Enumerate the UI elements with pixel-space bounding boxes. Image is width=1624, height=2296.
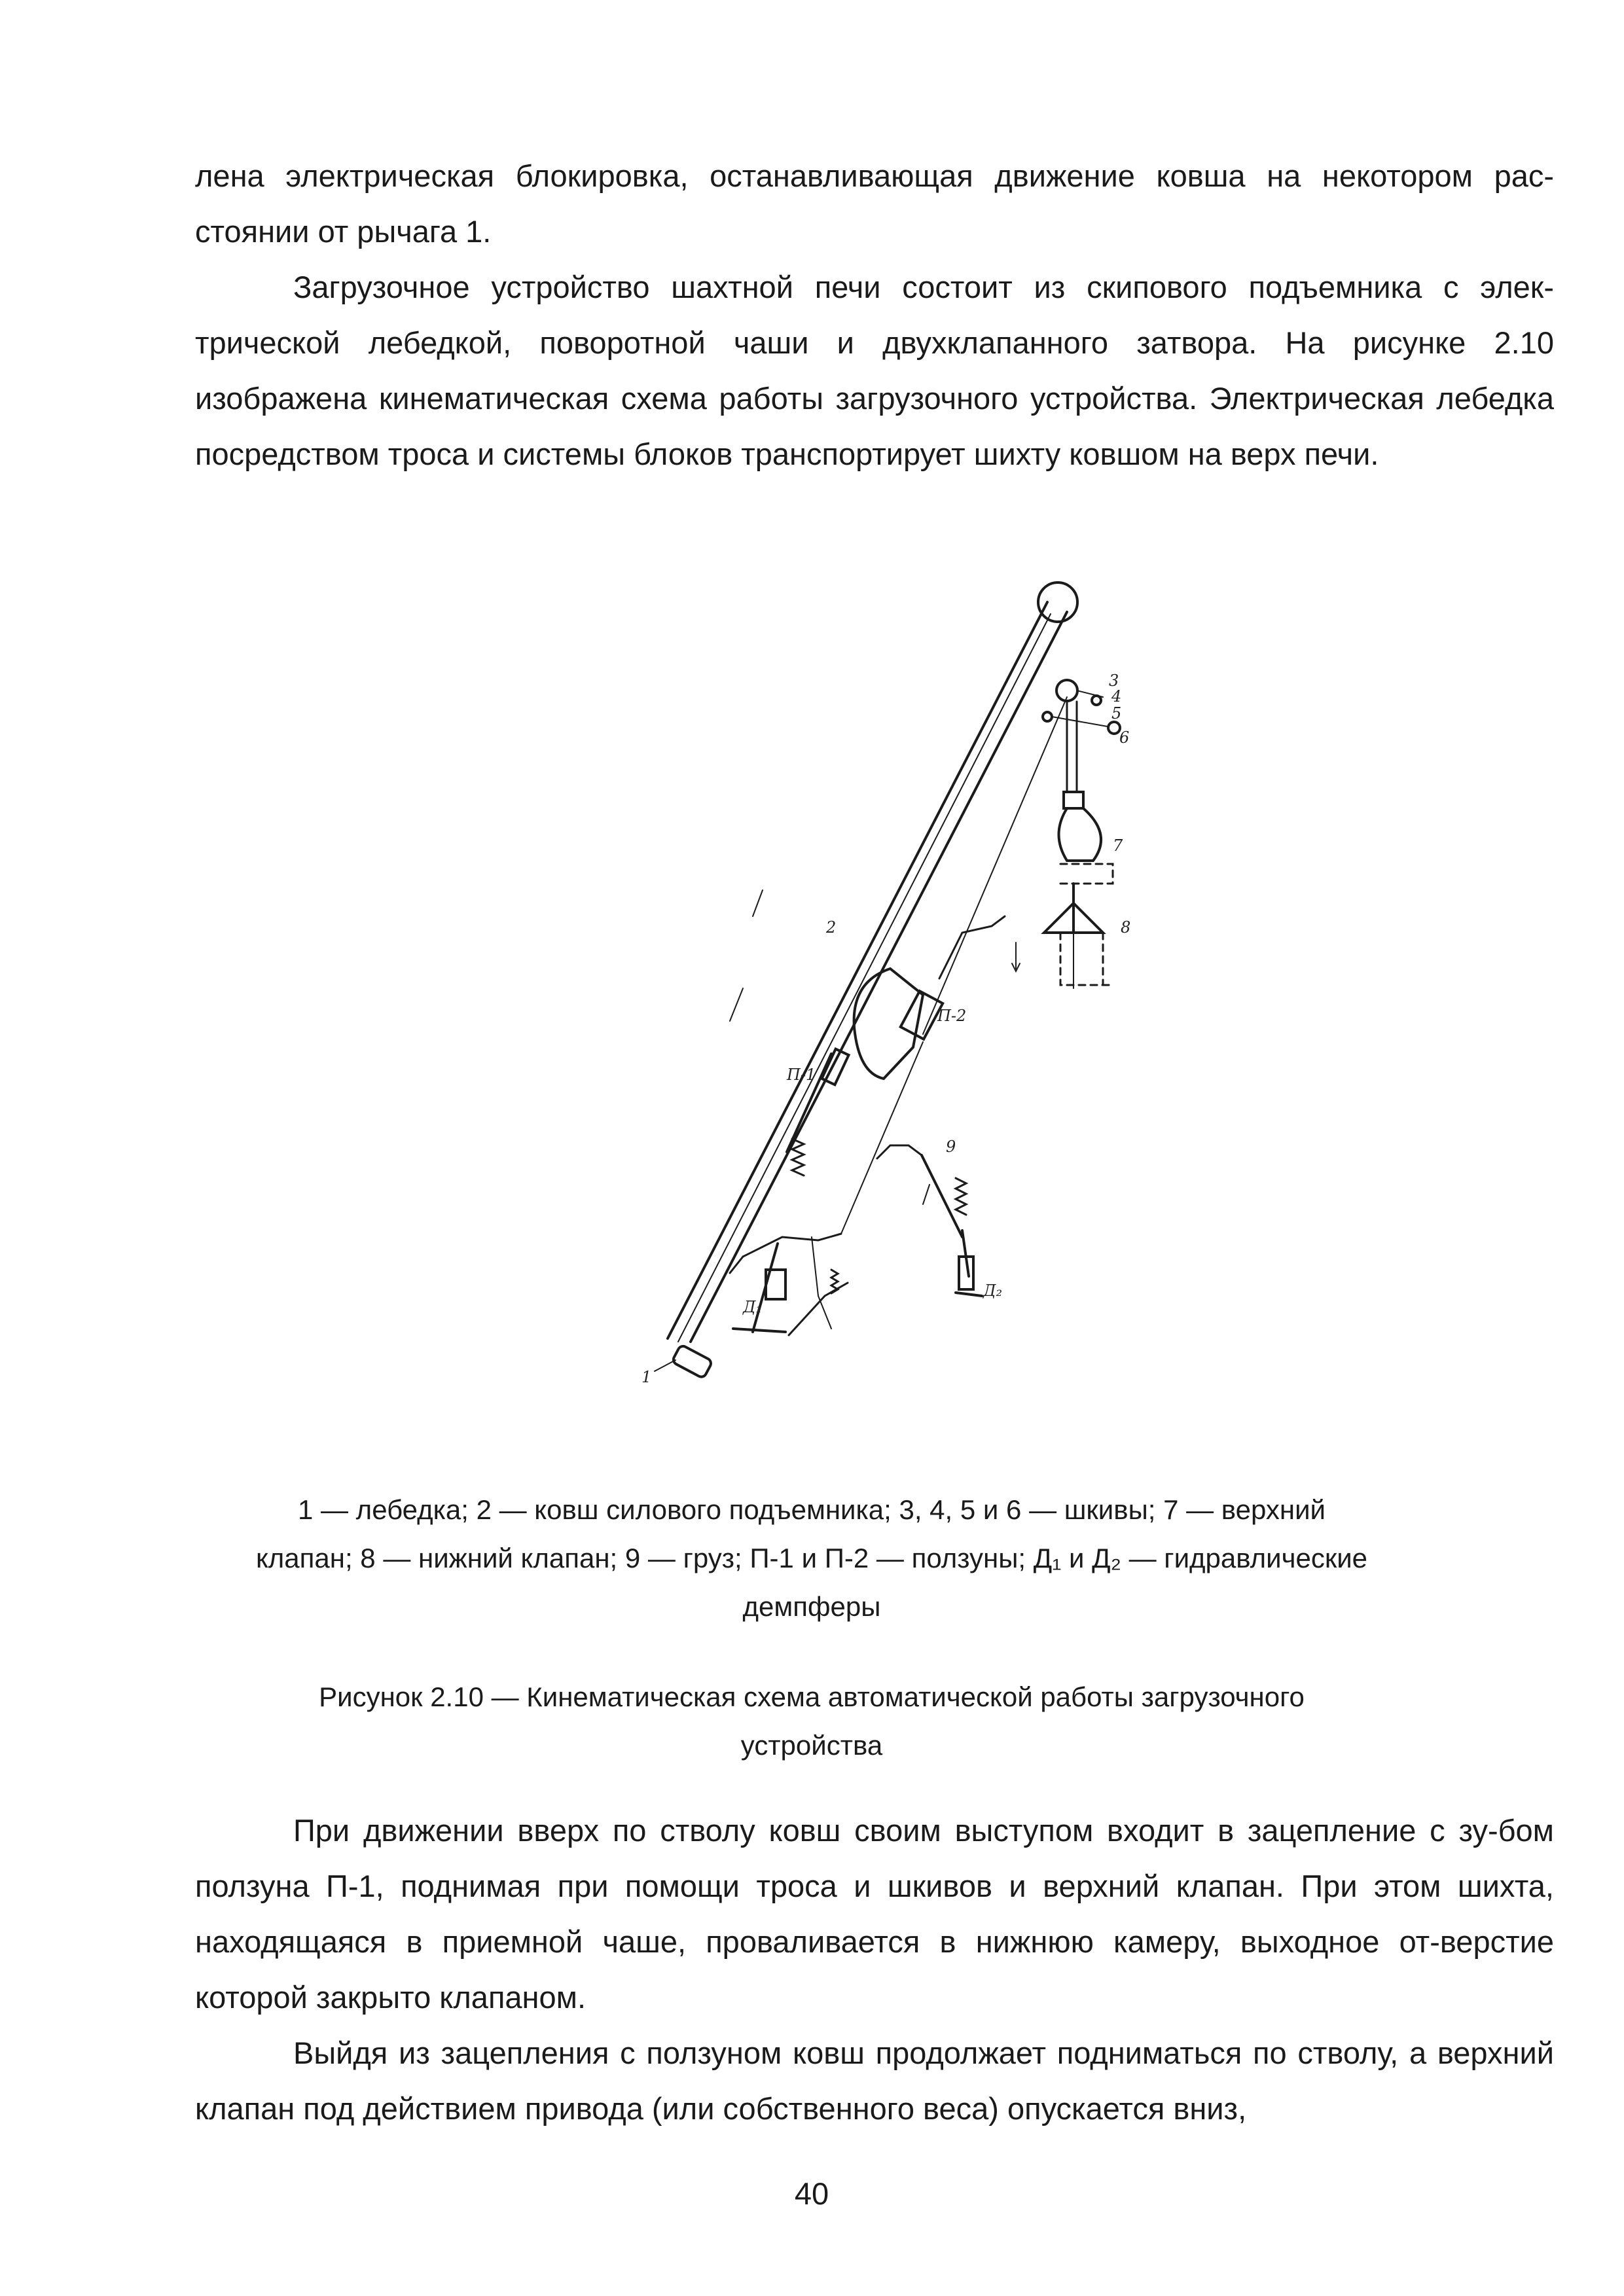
pulley-6-icon bbox=[1108, 722, 1120, 734]
bridge-rail-left bbox=[668, 602, 1047, 1338]
label-p2: П-2 bbox=[937, 1007, 967, 1025]
label-3: 3 bbox=[1109, 672, 1119, 690]
label-5: 5 bbox=[1111, 704, 1122, 723]
paragraph-1: лена электрическая блокировка, останавливающая движение ковша на некотором рас-стоянии от рычага 1. bbox=[195, 158, 1554, 249]
paragraph-3: При движении вверх по стволу ковш своим выступом входит в зацепление с зу-бом ползуна П-1, поднимая при помощи троса и шкивов и верхний клапан. При этом шихта, находящаяся в приемной чаше, проваливается в нижнюю камеру, выходное от-верстие которой закрыто клапаном. bbox=[195, 1813, 1554, 2015]
label-8: 8 bbox=[1121, 918, 1131, 937]
figure-legend: 1 — лебедка; 2 — ковш силового подъемника; 3, 4, 5 и 6 — шкивы; 7 — верхний клапан; 8 — нижний клапан; 9 — груз; П-1 и П-2 — ползуны; Д₁ и Д₂ — гидравлические демпферы bbox=[255, 1494, 1368, 1622]
figure-caption: Рисунок 2.10 — Кинематическая схема автоматической работы загрузочного устройства bbox=[319, 1681, 1305, 1761]
paragraph-2: Загрузочное устройство шахтной печи состоит из скипового подъемника с элек-трической лебедкой, поворотной чаши и двухклапанного затвора. На рисунке 2.10 изображена кинематическая схема работы загрузочного устройства. Электрическая лебедка посредством троса и системы блоков транспортирует шихту ковшом на верх печи. bbox=[195, 270, 1554, 471]
skip-bucket-icon bbox=[854, 969, 923, 1079]
kinematic-scheme-drawing bbox=[615, 576, 1131, 1466]
lower-lever bbox=[743, 1234, 841, 1257]
head-pulley-icon bbox=[1038, 583, 1077, 622]
spring-9-icon bbox=[956, 1178, 966, 1215]
label-4: 4 bbox=[1111, 687, 1122, 706]
upper-valve-box bbox=[1064, 792, 1083, 808]
winch-icon bbox=[672, 1344, 713, 1378]
pulley-cable bbox=[923, 697, 1067, 1034]
page-number: 40 bbox=[794, 2176, 829, 2211]
label-7: 7 bbox=[1113, 836, 1123, 855]
label-1: 1 bbox=[641, 1368, 652, 1386]
counterweight-lever bbox=[877, 1145, 922, 1158]
label-2: 2 bbox=[826, 918, 837, 937]
label-d1: Д₁ bbox=[743, 1298, 763, 1316]
pulley-5-icon bbox=[1043, 712, 1052, 721]
upper-valve-icon bbox=[1059, 808, 1102, 861]
label-p1: П-1 bbox=[787, 1066, 816, 1084]
paragraph-4: Выйдя из зацепления с ползуном ковш продолжает подниматься по стволу, а верхний клапан под действием привода (или собственного веса) опускается вниз, bbox=[195, 2036, 1554, 2126]
label-6: 6 bbox=[1119, 728, 1130, 747]
label-d2: Д₂ bbox=[983, 1282, 1003, 1300]
hoist-cable bbox=[678, 614, 1051, 1342]
bridge-rail-right bbox=[691, 612, 1067, 1342]
pulley-4-icon bbox=[1092, 696, 1101, 705]
kinematic-scheme-figure bbox=[615, 576, 1131, 1466]
label-9: 9 bbox=[946, 1138, 956, 1156]
